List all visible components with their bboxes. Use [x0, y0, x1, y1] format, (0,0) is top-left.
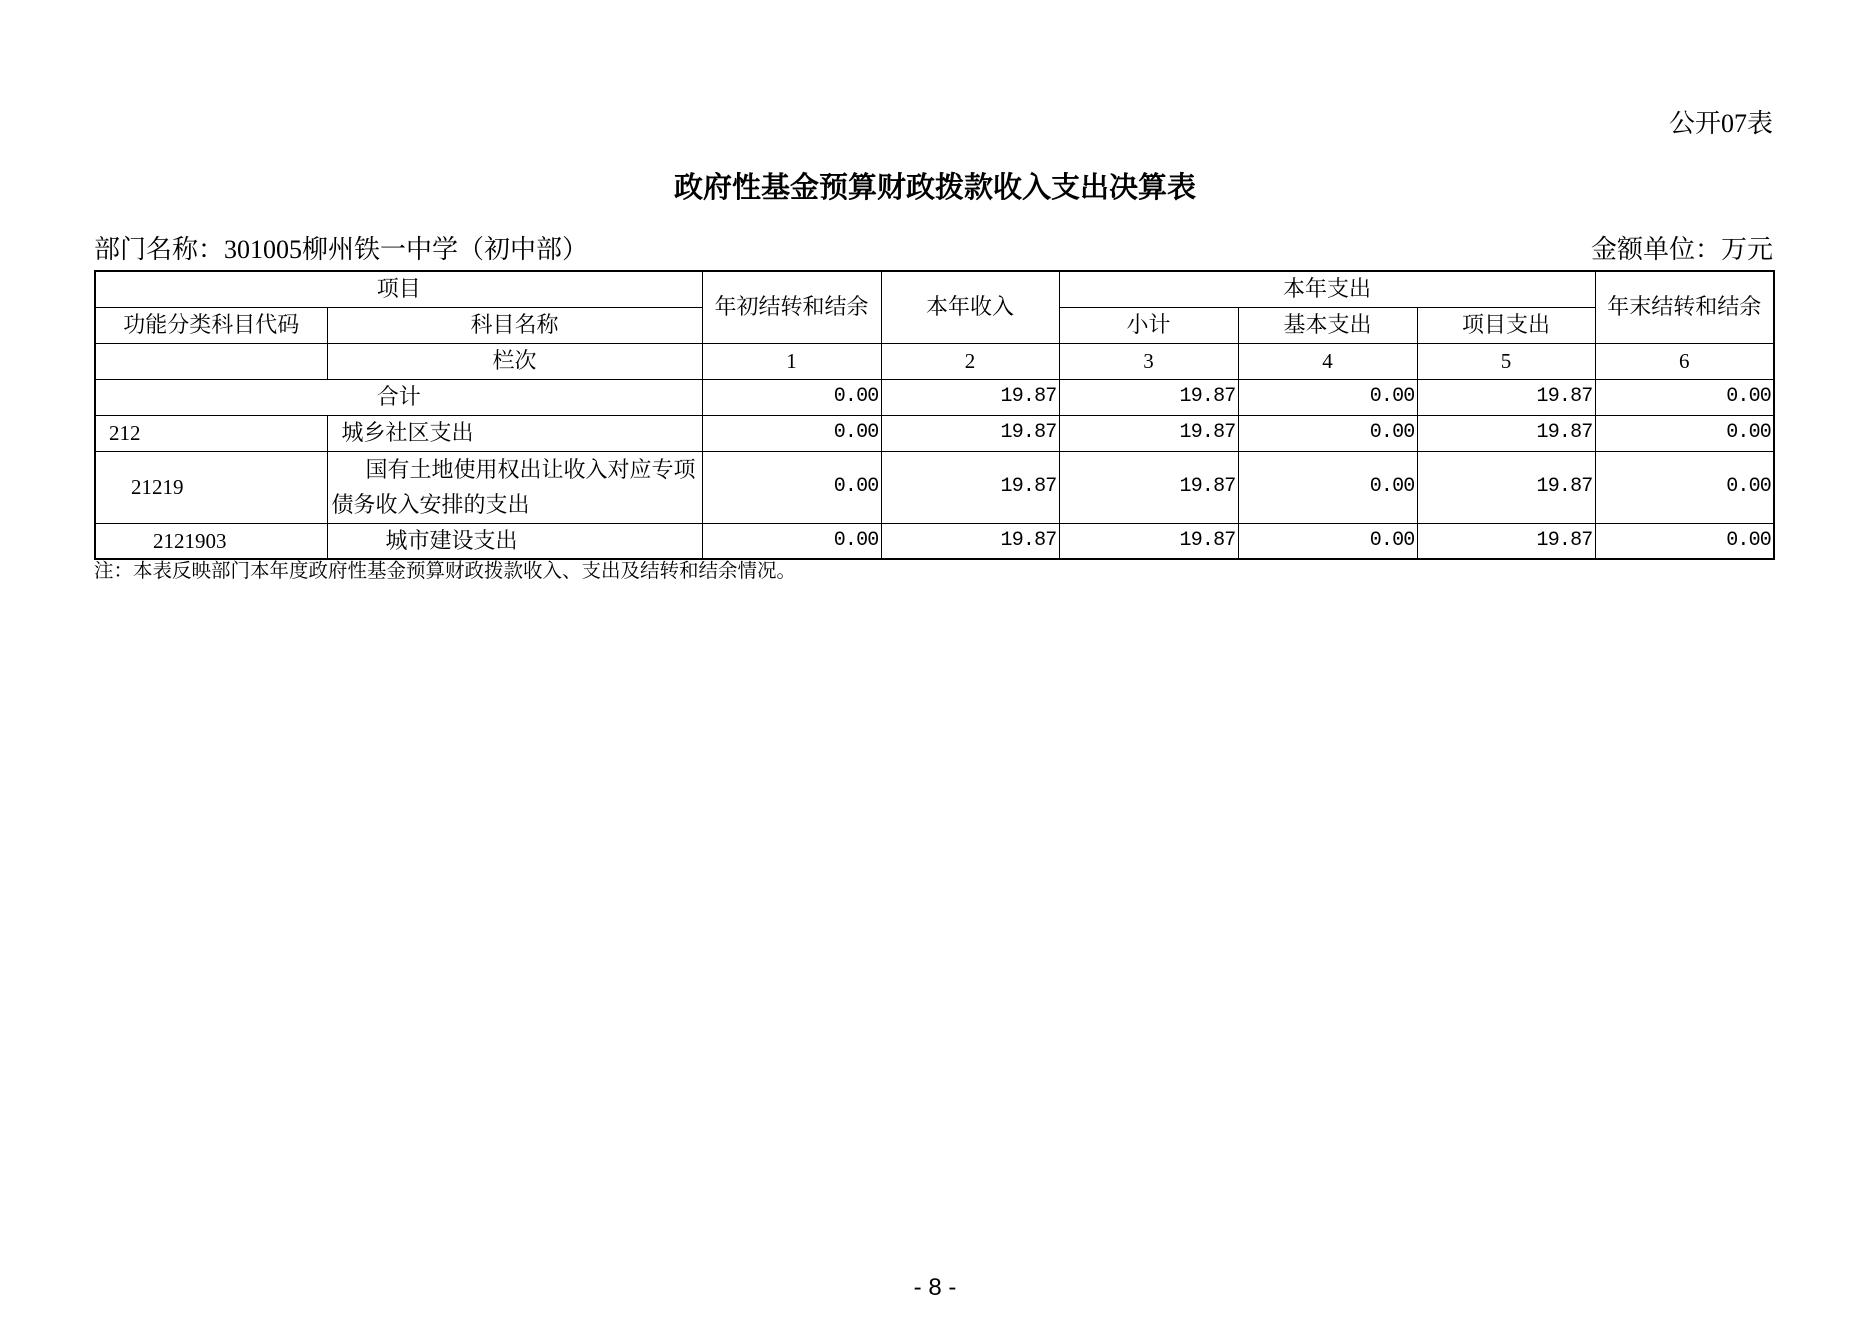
meta-line: [94, 235, 1773, 265]
form-code-label: 公开07表: [1668, 109, 1773, 138]
document-title: 政府性基金预算财政拨款收入支出决算表: [673, 172, 1196, 204]
table-note: 注：本表反映部门本年度政府性基金预算财政拨款收入、支出及结转和结余情况。: [94, 561, 797, 582]
column-index-2: 2: [881, 343, 1059, 379]
department-value: 301005柳州铁一中学（初中部）: [224, 235, 589, 264]
header-row-1: [95, 271, 1774, 307]
total-opening-balance: 0.00: [702, 379, 881, 415]
value-project-expenditure: 19.87: [1417, 415, 1595, 451]
column-index-label: 栏次: [327, 343, 702, 379]
total-label: 合计: [95, 379, 702, 415]
value-subtotal: 19.87: [1059, 415, 1238, 451]
column-index-1: 1: [702, 343, 881, 379]
column-index-4: 4: [1238, 343, 1417, 379]
total-row: [95, 379, 1774, 415]
value-closing-balance: 0.00: [1595, 523, 1774, 559]
header-closing-balance: 年末结转和结余: [1595, 271, 1774, 343]
value-project-expenditure: 19.87: [1417, 523, 1595, 559]
total-basic-expenditure: 0.00: [1238, 379, 1417, 415]
value-current-income: 19.87: [881, 415, 1059, 451]
header-subtotal: 小计: [1059, 307, 1238, 343]
value-basic-expenditure: 0.00: [1238, 523, 1417, 559]
header-basic-expenditure: 基本支出: [1238, 307, 1417, 343]
value-current-income: 19.87: [881, 523, 1059, 559]
column-index-blank: [95, 343, 327, 379]
total-project-expenditure: 19.87: [1417, 379, 1595, 415]
header-function-code: 功能分类科目代码: [95, 307, 327, 343]
value-opening-balance: 0.00: [702, 451, 881, 523]
column-index-row: [95, 343, 1774, 379]
unit-value: 万元: [1720, 235, 1773, 264]
table-body: [95, 271, 1774, 559]
value-subtotal: 19.87: [1059, 451, 1238, 523]
total-closing-balance: 0.00: [1595, 379, 1774, 415]
unit-label: 金额单位：: [1590, 235, 1721, 264]
department-label: 部门名称：: [94, 235, 225, 264]
header-subject-name: 科目名称: [327, 307, 702, 343]
value-basic-expenditure: 0.00: [1238, 415, 1417, 451]
total-current-income: 19.87: [881, 379, 1059, 415]
table-row: [95, 523, 1774, 559]
subject-code: 21219: [95, 451, 327, 523]
department-name: [94, 235, 588, 265]
header-item: 项目: [95, 271, 702, 307]
value-closing-balance: 0.00: [1595, 451, 1774, 523]
header-current-expenditure: 本年支出: [1059, 271, 1595, 307]
header-current-income: 本年收入: [881, 271, 1059, 343]
subject-name: 城市建设支出: [327, 523, 702, 559]
table-row: [95, 451, 1774, 523]
header-opening-balance: 年初结转和结余: [702, 271, 881, 343]
column-index-3: 3: [1059, 343, 1238, 379]
value-project-expenditure: 19.87: [1417, 451, 1595, 523]
subject-name: 国有土地使用权出让收入对应专项债务收入安排的支出: [327, 451, 702, 523]
subject-name: 城乡社区支出: [327, 415, 702, 451]
value-opening-balance: 0.00: [702, 523, 881, 559]
total-subtotal: 19.87: [1059, 379, 1238, 415]
value-closing-balance: 0.00: [1595, 415, 1774, 451]
fund-budget-table: [94, 270, 1775, 560]
subject-code: 212: [95, 415, 327, 451]
page-number: - 8 -: [913, 1274, 957, 1301]
amount-unit: [1591, 235, 1773, 265]
column-index-6: 6: [1595, 343, 1774, 379]
value-opening-balance: 0.00: [702, 415, 881, 451]
table-row: [95, 415, 1774, 451]
subject-code: 2121903: [95, 523, 327, 559]
value-subtotal: 19.87: [1059, 523, 1238, 559]
column-index-5: 5: [1417, 343, 1595, 379]
header-project-expenditure: 项目支出: [1417, 307, 1595, 343]
value-current-income: 19.87: [881, 451, 1059, 523]
value-basic-expenditure: 0.00: [1238, 451, 1417, 523]
